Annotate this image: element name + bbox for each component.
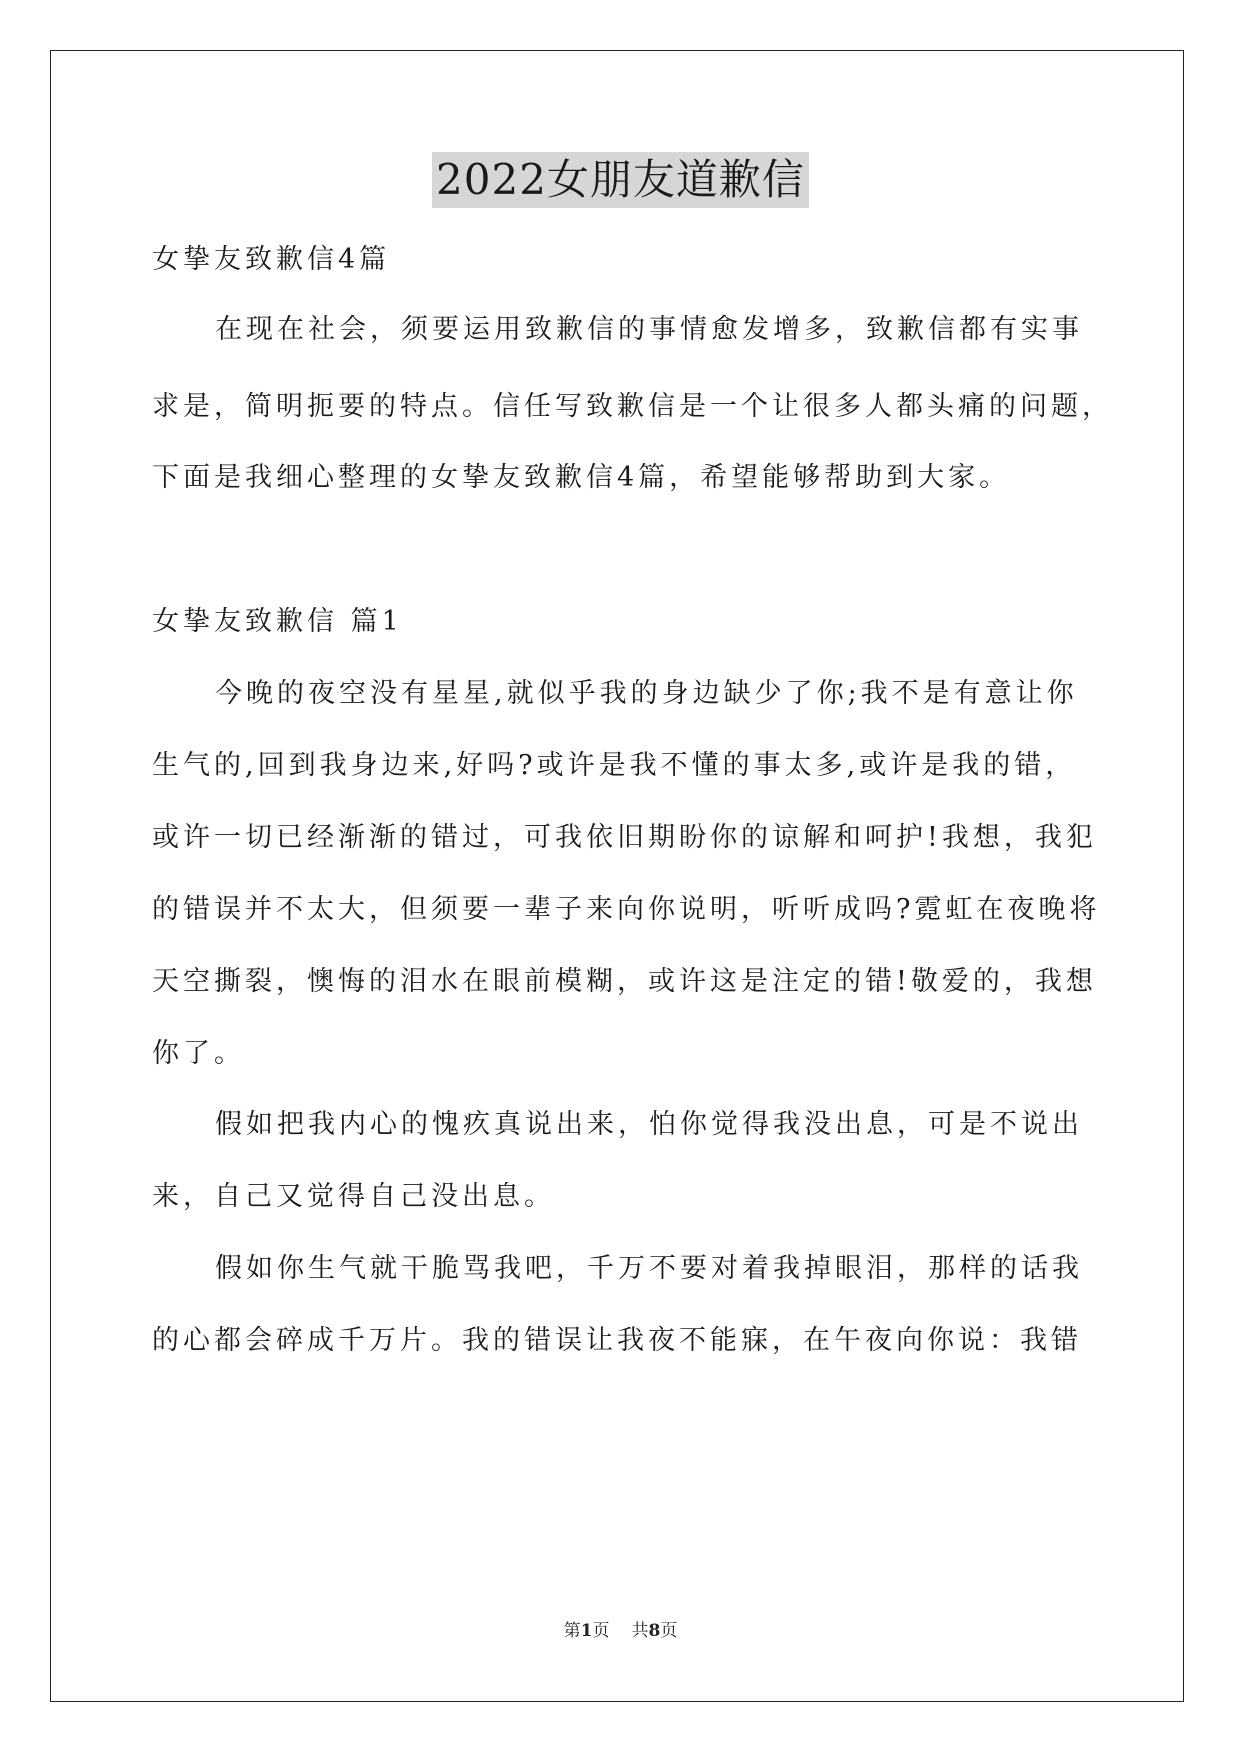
intro-line: 求是，简明扼要的特点。信任写致歉信是一个让很多人都头痛的问题， [152, 391, 1113, 422]
paragraph-line: 天空撕裂，懊悔的泪水在眼前模糊，或许这是注定的错!敬爱的，我想 [152, 966, 1097, 997]
page-number: 1 [580, 1621, 593, 1641]
paragraph-line: 生气的,回到我身边来,好吗?或许是我不懂的事太多,或许是我的错， [152, 750, 1077, 781]
paragraph-line: 假如把我内心的愧疚真说出来，怕你觉得我没出息，可是不说出 [215, 1109, 1083, 1140]
subtitle: 女挚友致歉信4篇 [152, 244, 391, 275]
document-title: 2022女朋友道歉信 [432, 152, 809, 208]
total-pages: 8 [648, 1621, 661, 1641]
page-footer [0, 1619, 1241, 1643]
page-border [50, 50, 1184, 1702]
total-prefix: 共 [631, 1621, 649, 1641]
intro-line: 在现在社会，须要运用致歉信的事情愈发增多，致歉信都有实事 [215, 314, 1083, 345]
paragraph-line: 今晚的夜空没有星星,就似乎我的身边缺少了你;我不是有意让你 [215, 678, 1078, 709]
total-suffix: 页 [660, 1621, 678, 1641]
paragraph-line: 或许一切已经渐渐的错过，可我依旧期盼你的谅解和呵护!我想，我犯 [152, 822, 1097, 853]
paragraph-line: 的错误并不太大，但须要一辈子来向你说明，听听成吗?霓虹在夜晚将 [152, 894, 1101, 925]
page-prefix: 第 [563, 1621, 581, 1641]
intro-line: 下面是我细心整理的女挚友致歉信4篇，希望能够帮助到大家。 [152, 462, 1011, 493]
title-container [0, 152, 1241, 208]
page-suffix: 页 [592, 1621, 610, 1641]
paragraph-line: 的心都会碎成千万片。我的错误让我夜不能寐，在午夜向你说：我错 [152, 1325, 1082, 1356]
paragraph-line: 来，自己又觉得自己没出息。 [152, 1181, 555, 1212]
paragraph-line: 你了。 [152, 1038, 245, 1069]
section-heading: 女挚友致歉信 篇1 [152, 606, 403, 637]
paragraph-line: 假如你生气就干脆骂我吧，千万不要对着我掉眼泪，那样的话我 [215, 1253, 1083, 1284]
